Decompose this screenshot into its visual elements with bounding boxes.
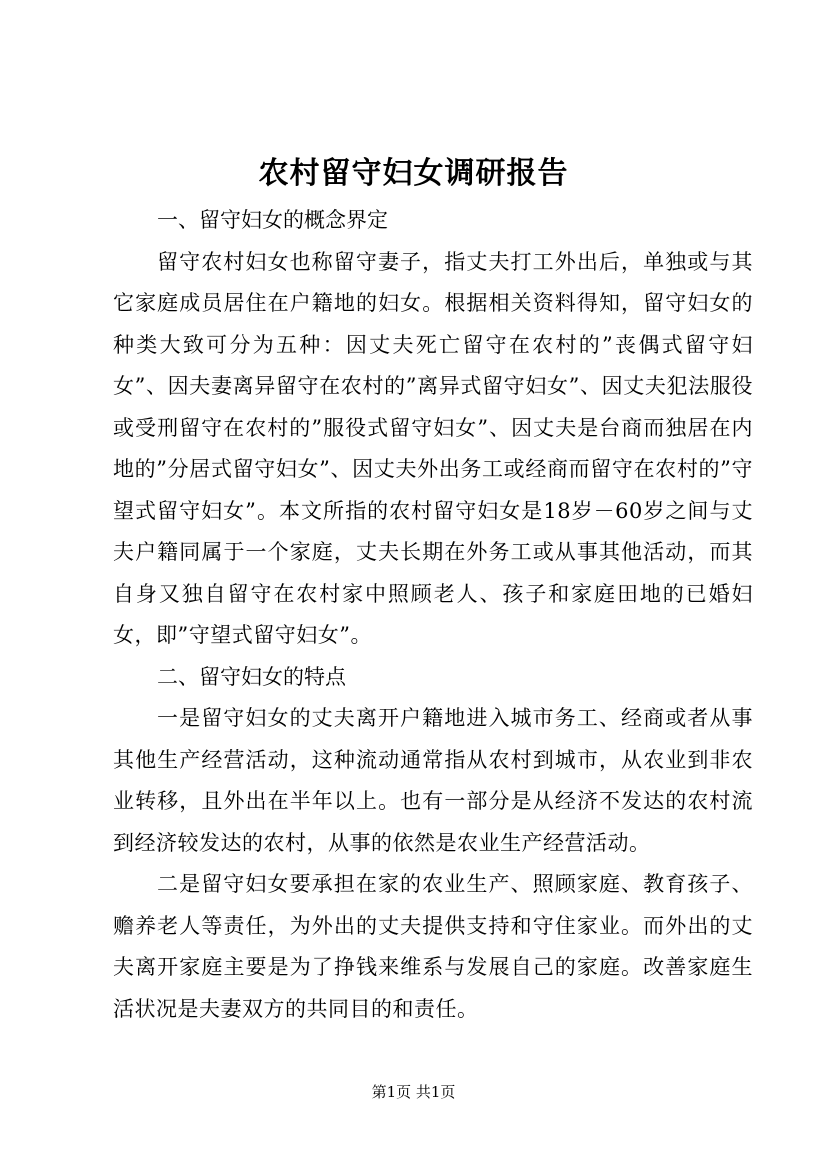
paragraph-feature-2: 二是留守妇女要承担在家的农业生产、照顾家庭、教育孩子、赡养老人等责任，为外出的丈夫提供支持和守住家业。而外出的丈夫离开家庭主要是为了挣钱来维系与发展自己的家庭。改善家庭生活状况是夫妻双方的共同目的和责任。 (113, 872, 753, 1021)
page-number: 第1页 共1页 (371, 1083, 456, 1101)
section-heading-1: 一、留守妇女的概念界定 (157, 208, 388, 232)
document-body (113, 200, 753, 1030)
paragraph-definition: 留守农村妇女也称留守妻子，指丈夫打工外出后，单独或与其它家庭成员居住在户籍地的妇女。根据相关资料得知，留守妇女的种类大致可分为五种：因丈夫死亡留守在农村的”丧偶式留守妇女”、因夫妻离异留守在农村的”离异式留守妇女”、因丈夫犯法服役或受刑留守在农村的”服役式留守妇女”、因丈夫是台商而独居在内地的”分居式留守妇女”、因丈夫外出务工或经商而留守在农村的”守望式留守妇女”。本文所指的农村留守妇女是18岁－60岁之间与丈夫户籍同属于一个家庭，丈夫长期在外务工或从事其他活动，而其自身又独自留守在农村家中照顾老人、孩子和家庭田地的已婚妇女，即”守望式留守妇女”。 (113, 249, 753, 647)
paragraph-feature-1: 一是留守妇女的丈夫离开户籍地进入城市务工、经商或者从事其他生产经营活动，这种流动通常指从农村到城市，从农业到非农业转移，且外出在半年以上。也有一部分是从经济不发达的农村流到经济较发达的农村，从事的依然是农业生产经营活动。 (113, 706, 753, 855)
section-heading-2: 二、留守妇女的特点 (157, 664, 346, 689)
document-title: 农村留守妇女调研报告 (258, 156, 569, 191)
